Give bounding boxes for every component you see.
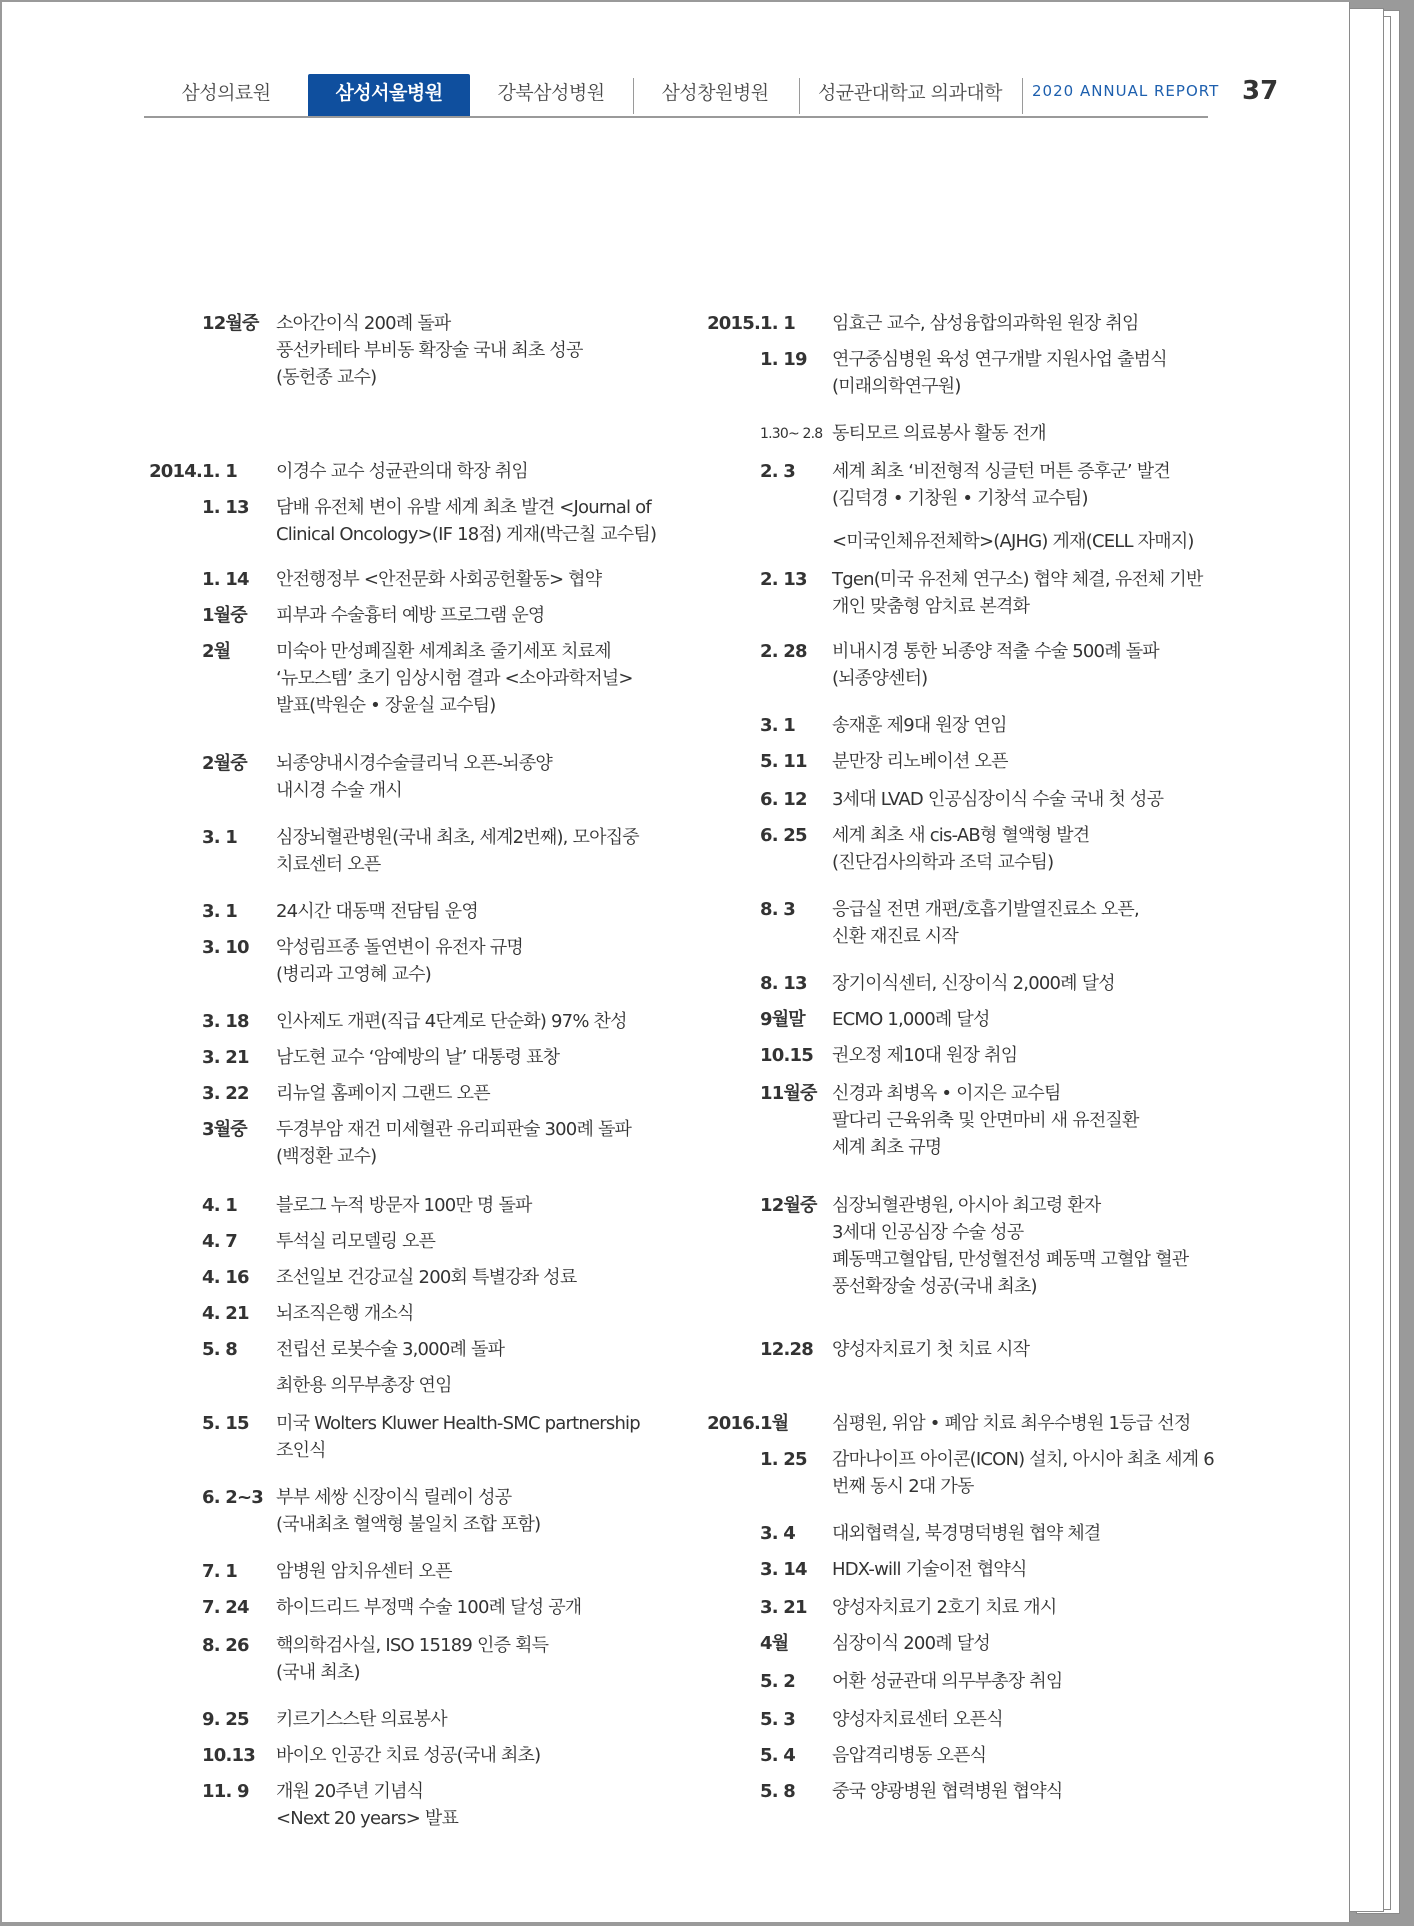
timeline-text-line: (미래의학연구원)	[832, 376, 961, 397]
timeline-text-line: 신환 재진료 시작	[832, 926, 958, 947]
timeline-text-line: ECMO 1,000례 달성	[832, 1009, 990, 1030]
timeline-text-line: 남도현 교수 ‘암예방의 날’ 대통령 표창	[276, 1047, 560, 1068]
timeline-text-line: (국내 최초)	[276, 1662, 360, 1683]
timeline-date: 12월중	[202, 313, 259, 334]
timeline-text-line: 개인 맞춤형 암치료 본격화	[832, 596, 1030, 617]
page-number: 37	[1242, 76, 1279, 106]
timeline-date: 12.28	[760, 1339, 813, 1360]
timeline-text-line: 암병원 암치유센터 오픈	[276, 1561, 452, 1582]
timeline-date: 3. 4	[760, 1523, 795, 1544]
timeline-text-line: 세계 최초 규명	[832, 1137, 942, 1158]
timeline-date: 3. 21	[202, 1047, 249, 1068]
timeline-text-line: 양성자치료기 2호기 치료 개시	[832, 1597, 1057, 1618]
timeline-year: 2014.	[149, 461, 202, 482]
timeline-text-line: 부부 세쌍 신장이식 릴레이 성공	[276, 1487, 512, 1508]
timeline-date: 4월	[760, 1633, 789, 1654]
timeline-text-line: 악성림프종 돌연변이 유전자 규명	[276, 937, 523, 958]
timeline-text-line: 개원 20주년 기념식	[276, 1781, 424, 1802]
timeline-text-line: (동헌종 교수)	[276, 367, 377, 388]
timeline-date: 1.30~ 2.8	[760, 426, 823, 442]
timeline-date: 9. 25	[202, 1709, 249, 1730]
timeline-date: 5. 8	[760, 1781, 795, 1802]
report-label: 2020 ANNUAL REPORT	[1032, 82, 1220, 100]
tab-divider	[1022, 78, 1023, 114]
timeline-text-line: 인사제도 개편(직급 4단계로 단순화) 97% 찬성	[276, 1011, 627, 1032]
timeline-text-line: <Next 20 years> 발표	[276, 1808, 459, 1829]
timeline-text-line: 최한용 의무부총장 연임	[276, 1375, 452, 1396]
timeline-text-line: (뇌종양센터)	[832, 668, 928, 689]
timeline-date: 3월중	[202, 1119, 247, 1140]
timeline-text-line: 송재훈 제9대 원장 연임	[832, 715, 1007, 736]
timeline-date: 5. 11	[760, 751, 807, 772]
timeline-date: 6. 25	[760, 825, 807, 846]
timeline-text-line: 어환 성균관대 의무부총장 취임	[832, 1671, 1063, 1692]
timeline-text-line: 연구중심병원 육성 연구개발 지원사업 출범식	[832, 349, 1167, 370]
timeline-text-line: 리뉴얼 홈페이지 그랜드 오픈	[276, 1083, 490, 1104]
timeline-text-line: 심장뇌혈관병원(국내 최초, 세계2번째), 모아집중	[276, 827, 639, 848]
timeline-text-line: Clinical Oncology>(IF 18점) 게재(박근칠 교수팀)	[276, 524, 657, 545]
timeline-date: 4. 16	[202, 1267, 249, 1288]
timeline-date: 11월중	[760, 1083, 817, 1104]
timeline-text-line: 분만장 리노베이션 오픈	[832, 751, 1008, 772]
timeline-date: 4. 21	[202, 1303, 249, 1324]
timeline-text-line: 하이드리드 부정맥 수술 100례 달성 공개	[276, 1597, 582, 1618]
timeline-date: 6. 12	[760, 789, 807, 810]
tab-skku-medicine[interactable]: 성균관대학교 의과대학	[817, 82, 1003, 104]
timeline-text-line: <미국인체유전체학>(AJHG) 게재(CELL 자매지)	[832, 531, 1194, 552]
timeline-text-line: 동티모르 의료봉사 활동 전개	[832, 423, 1046, 444]
timeline-date: 2. 28	[760, 641, 807, 662]
timeline-text-line: 조인식	[276, 1440, 326, 1461]
timeline-date: 3. 1	[202, 901, 237, 922]
tab-kangbuk-samsung-hospital[interactable]: 강북삼성병원	[497, 82, 605, 104]
timeline-text-line: 발표(박원순 • 장윤실 교수팀)	[276, 695, 496, 716]
timeline-text-line: 조선일보 건강교실 200회 특별강좌 성료	[276, 1267, 577, 1288]
timeline-text-line: (병리과 고영혜 교수)	[276, 964, 431, 985]
tab-samsung-changwon-hospital[interactable]: 삼성창원병원	[661, 82, 769, 104]
timeline-date: 3. 1	[760, 715, 795, 736]
timeline-text-line: 전립선 로봇수술 3,000례 돌파	[276, 1339, 505, 1360]
timeline-text-line: HDX-will 기술이전 협약식	[832, 1559, 1027, 1580]
timeline-text-line: 뇌조직은행 개소식	[276, 1303, 414, 1324]
timeline-text-line: 내시경 수술 개시	[276, 780, 402, 801]
timeline-date: 7. 24	[202, 1597, 249, 1618]
timeline-date: 1. 1	[202, 461, 237, 482]
timeline-text-line: (백정환 교수)	[276, 1146, 377, 1167]
timeline-text-line: 음압격리병동 오픈식	[832, 1745, 987, 1766]
timeline-date: 3. 18	[202, 1011, 249, 1032]
timeline-text-line: 블로그 누적 방문자 100만 명 돌파	[276, 1195, 532, 1216]
timeline-year: 2015.	[707, 313, 760, 334]
timeline-text-line: 장기이식센터, 신장이식 2,000례 달성	[832, 973, 1115, 994]
timeline-date: 3. 1	[202, 827, 237, 848]
timeline-date: 1월중	[202, 605, 247, 626]
timeline-text-line: 감마나이프 아이콘(ICON) 설치, 아시아 최초 세계 6	[832, 1449, 1214, 1470]
timeline-text-line: 담배 유전체 변이 유발 세계 최초 발견 <Journal of	[276, 497, 651, 518]
timeline-text-line: 권오정 제10대 원장 취임	[832, 1045, 1018, 1066]
timeline-text-line: 3세대 인공심장 수술 성공	[832, 1222, 1024, 1243]
timeline-date: 8. 26	[202, 1635, 249, 1656]
timeline-date: 9월말	[760, 1009, 805, 1030]
timeline-date: 11. 9	[202, 1781, 249, 1802]
tab-samsung-seoul-hospital[interactable]: 삼성서울병원	[308, 74, 470, 116]
timeline-date: 2월	[202, 641, 231, 662]
timeline-text-line: 심평원, 위암 • 폐암 치료 최우수병원 1등급 선정	[832, 1413, 1191, 1434]
timeline-date: 2월중	[202, 753, 247, 774]
timeline-text-line: 심장뇌혈관병원, 아시아 최고령 환자	[832, 1195, 1101, 1216]
timeline-text-line: 치료센터 오픈	[276, 854, 381, 875]
timeline-text-line: 미숙아 만성폐질환 세계최초 줄기세포 치료제	[276, 641, 611, 662]
timeline-date: 5. 3	[760, 1709, 795, 1730]
timeline-text-line: 이경수 교수 성균관의대 학장 취임	[276, 461, 528, 482]
timeline-date: 3. 22	[202, 1083, 249, 1104]
timeline-text-line: Tgen(미국 유전체 연구소) 협약 체결, 유전체 기반	[832, 569, 1203, 590]
timeline-text-line: 임효근 교수, 삼성융합의과학원 원장 취임	[832, 313, 1139, 334]
timeline-date: 10.15	[760, 1045, 813, 1066]
timeline-date: 8. 3	[760, 899, 795, 920]
timeline-text-line: 번째 동시 2대 가동	[832, 1476, 974, 1497]
timeline-text-line: 피부과 수술흉터 예방 프로그램 운영	[276, 605, 545, 626]
tab-samsung-medical-center[interactable]: 삼성의료원	[181, 82, 271, 104]
timeline-text-line: 안전행정부 <안전문화 사회공헌활동> 협약	[276, 569, 602, 590]
timeline-text-line: (국내최초 혈액형 불일치 조합 포함)	[276, 1514, 541, 1535]
timeline-text-line: 미국 Wolters Kluwer Health-SMC partnership	[276, 1413, 640, 1434]
timeline-text-line: 양성자치료기 첫 치료 시작	[832, 1339, 1030, 1360]
timeline-date: 3. 14	[760, 1559, 807, 1580]
timeline-text-line: 바이오 인공간 치료 성공(국내 최초)	[276, 1745, 541, 1766]
timeline-date: 1월	[760, 1413, 789, 1434]
timeline-date: 10.13	[202, 1745, 255, 1766]
timeline-date: 1. 1	[760, 313, 795, 334]
timeline-date: 2. 3	[760, 461, 795, 482]
timeline-text-line: 세계 최초 새 cis-AB형 혈액형 발견	[832, 825, 1090, 846]
timeline-date: 2. 13	[760, 569, 807, 590]
timeline-date: 5. 4	[760, 1745, 795, 1766]
timeline-date: 1. 13	[202, 497, 249, 518]
timeline-text-line: 두경부암 재건 미세혈관 유리피판술 300례 돌파	[276, 1119, 632, 1140]
timeline-date: 8. 13	[760, 973, 807, 994]
timeline-date: 1. 19	[760, 349, 807, 370]
timeline-text-line: 폐동맥고혈압팀, 만성혈전성 폐동맥 고혈압 혈관	[832, 1249, 1189, 1270]
timeline-text-line: 중국 양광병원 협력병원 협약식	[832, 1781, 1063, 1802]
timeline-text-line: 심장이식 200례 달성	[832, 1633, 990, 1654]
timeline-date: 3. 21	[760, 1597, 807, 1618]
timeline-text-line: 키르기스스탄 의료봉사	[276, 1709, 447, 1730]
document-page	[2, 2, 1350, 1922]
timeline-date: 5. 8	[202, 1339, 237, 1360]
timeline-date: 1. 25	[760, 1449, 807, 1470]
timeline-text-line: 대외협력실, 북경명덕병원 협약 체결	[832, 1523, 1101, 1544]
timeline-text-line: 풍선확장술 성공(국내 최초)	[832, 1276, 1037, 1297]
timeline-text-line: 팔다리 근육위축 및 안면마비 새 유전질환	[832, 1110, 1139, 1131]
timeline-text-line: 세계 최초 ‘비전형적 싱글턴 머튼 증후군’ 발견	[832, 461, 1170, 482]
timeline-date: 5. 15	[202, 1413, 249, 1434]
timeline-text-line: ‘뉴모스템’ 초기 임상시험 결과 <소아과학저널>	[276, 668, 633, 689]
timeline-year: 2016.	[707, 1413, 760, 1434]
timeline-date: 5. 2	[760, 1671, 795, 1692]
timeline-text-line: 3세대 LVAD 인공심장이식 수술 국내 첫 성공	[832, 789, 1164, 810]
timeline-text-line: 응급실 전면 개편/호흡기발열진료소 오픈,	[832, 899, 1139, 920]
timeline-text-line: 풍선카테타 부비동 확장술 국내 최초 성공	[276, 340, 583, 361]
header-underline	[144, 116, 1208, 118]
timeline-date: 7. 1	[202, 1561, 237, 1582]
timeline-text-line: 양성자치료센터 오픈식	[832, 1709, 1003, 1730]
timeline-text-line: 24시간 대동맥 전담팀 운영	[276, 901, 478, 922]
timeline-text-line: (김덕경 • 기창원 • 기창석 교수팀)	[832, 488, 1088, 509]
timeline-text-line: 비내시경 통한 뇌종양 적출 수술 500례 돌파	[832, 641, 1159, 662]
timeline-date: 6. 2~3	[202, 1487, 263, 1508]
timeline-date: 12월중	[760, 1195, 817, 1216]
timeline-text-line: 투석실 리모델링 오픈	[276, 1231, 436, 1252]
timeline-text-line: (진단검사의학과 조덕 교수팀)	[832, 852, 1054, 873]
timeline-date: 4. 7	[202, 1231, 237, 1252]
timeline-text-line: 핵의학검사실, ISO 15189 인증 획득	[276, 1635, 549, 1656]
timeline-date: 3. 10	[202, 937, 249, 958]
timeline-date: 4. 1	[202, 1195, 237, 1216]
timeline-date: 1. 14	[202, 569, 249, 590]
timeline-text-line: 소아간이식 200례 돌파	[276, 313, 451, 334]
timeline-text-line: 신경과 최병옥 • 이지은 교수팀	[832, 1083, 1061, 1104]
timeline-text-line: 뇌종양내시경수술클리닉 오픈-뇌종양	[276, 753, 553, 774]
